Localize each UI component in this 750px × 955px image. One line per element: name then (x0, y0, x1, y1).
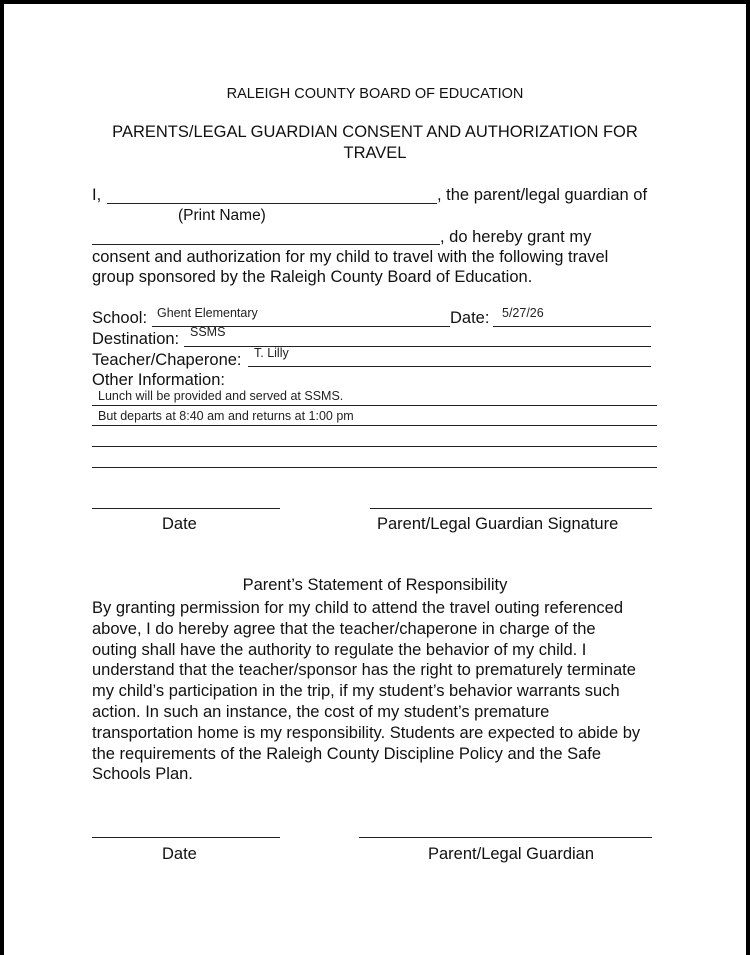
consent-suffix-1: , the parent/legal guardian of (437, 186, 648, 204)
statement-line: action. In such an instance, the cost of my student’s premature (92, 702, 550, 721)
date-caption-1: Date (162, 515, 197, 533)
consent-prefix: I, (92, 186, 102, 204)
teacher-line[interactable] (248, 366, 651, 367)
parent-name-line[interactable] (107, 203, 437, 204)
document-page (4, 4, 746, 955)
statement-line: outing shall have the authority to regulate the behavior of my child. I (92, 640, 587, 659)
child-name-line[interactable] (92, 244, 440, 245)
other-info-rule-1[interactable] (92, 405, 657, 406)
other-info-line-1: Lunch will be provided and served at SSMS. (98, 389, 344, 403)
school-value: Ghent Elementary (157, 306, 258, 320)
print-name-label: (Print Name) (178, 207, 266, 224)
other-info-line-2: But departs at 8:40 am and returns at 1:00 pm (98, 409, 354, 423)
statement-heading: Parent’s Statement of Responsibility (242, 576, 508, 594)
guardian-signature-caption-1: Parent/Legal Guardian Signature (377, 515, 619, 533)
guardian-caption-2: Parent/Legal Guardian (428, 845, 595, 863)
statement-line: transportation home is my responsibility. Students are expected to abide by (92, 723, 641, 742)
organization-name: RALEIGH COUNTY BOARD OF EDUCATION (226, 86, 524, 102)
photo-edge-right (746, 0, 750, 955)
destination-label: Destination: (92, 330, 180, 348)
consent-suffix-2: , do hereby grant my (440, 228, 592, 246)
date-line[interactable] (493, 326, 651, 327)
date-label: Date: (450, 309, 490, 327)
consent-line-4: group sponsored by the Raleigh County Board of Education. (92, 268, 533, 286)
date-value: 5/27/26 (502, 306, 544, 320)
statement-line: By granting permission for my child to attend the travel outing referenced (92, 599, 624, 617)
other-info-rule-3[interactable] (92, 446, 657, 447)
statement-line: above, I do hereby agree that the teacher/chaperone in charge of the (92, 619, 596, 638)
statement-line: the requirements of the Raleigh County Discipline Policy and the Safe (92, 744, 602, 763)
school-label: School: (92, 309, 148, 327)
destination-value: SSMS (190, 325, 226, 339)
other-info-rule-4[interactable] (92, 467, 657, 468)
other-info-rule-2[interactable] (92, 425, 657, 426)
date-signature-line-2[interactable] (92, 837, 280, 838)
statement-line: understand that the teacher/sponsor has the right to prematurely terminate (92, 661, 636, 680)
other-info-label: Other Information: (92, 371, 225, 389)
date-caption-2: Date (162, 845, 197, 863)
teacher-label: Teacher/Chaperone: (92, 351, 242, 369)
teacher-value: T. Lilly (254, 346, 289, 360)
guardian-signature-line-2[interactable] (359, 837, 652, 838)
consent-line-3: consent and authorization for my child to travel with the following travel (92, 248, 609, 266)
statement-line: my child’s participation in the trip, if my student’s behavior warrants such (92, 682, 620, 701)
form-title: PARENTS/LEGAL GUARDIAN CONSENT AND AUTHORIZATION FOR TRAVEL (112, 123, 638, 162)
date-signature-line-1[interactable] (92, 508, 280, 509)
statement-line: Schools Plan. (92, 765, 193, 784)
statement-paragraph (92, 598, 672, 785)
guardian-signature-line-1[interactable] (370, 508, 652, 509)
